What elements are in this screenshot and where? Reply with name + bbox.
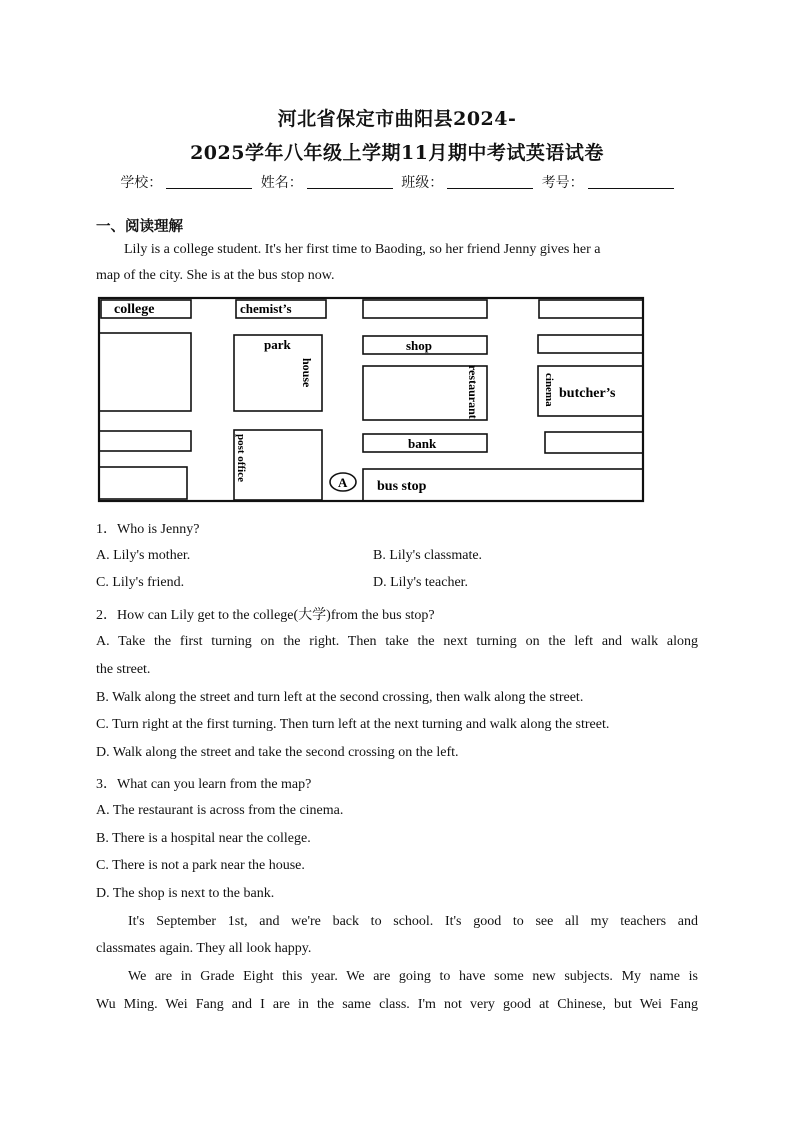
marker-label: A <box>338 475 348 490</box>
q2-option-b[interactable]: B. Walk along the street and turn left at the second crossing, then walk along the street. <box>96 690 584 705</box>
q1-option-b[interactable]: B. Lily's classmate. <box>373 548 483 563</box>
city-map <box>96 295 646 505</box>
chemist-label: chemist’s <box>240 301 292 316</box>
question-2: 2．How can Lily get to the college(大学)from the bus stop? <box>96 608 435 623</box>
exam-number-label: 考号： <box>541 175 584 191</box>
bus-stop-label: bus stop <box>377 479 427 494</box>
passage2-p1-line2: classmates again. They all look happy. <box>96 941 312 956</box>
q3-option-d[interactable]: D. The shop is next to the bank. <box>96 886 275 901</box>
school-label: 学校： <box>120 175 163 191</box>
question-3: 3．What can you learn from the map? <box>96 777 312 792</box>
post-office-label: post office <box>235 434 247 482</box>
shop-label: shop <box>406 338 433 353</box>
exam-title-line2: 2025学年八年级上学期11月期中考试英语试卷 <box>190 142 604 164</box>
exam-number-blank[interactable] <box>588 174 674 189</box>
q2-option-d[interactable]: D. Walk along the street and take the second crossing on the left. <box>96 745 459 760</box>
q3-option-a[interactable]: A. The restaurant is across from the cinema. <box>96 803 344 818</box>
park-label: park <box>264 337 291 352</box>
q2-option-a-cont: the street. <box>96 662 151 677</box>
passage2-p1-line1: It's September 1st, and we're back to school. It's good to see all my teachers and <box>128 914 698 929</box>
exam-title-line1: 河北省保定市曲阳县2024- <box>277 108 517 130</box>
butcher-label: butcher’s <box>559 386 616 401</box>
student-info-row <box>0 172 794 192</box>
q2-option-c[interactable]: C. Turn right at the first turning. Then turn left at the next turning and walk along the street. <box>96 717 610 732</box>
q3-option-c[interactable]: C. There is not a park near the house. <box>96 858 305 873</box>
college-label: college <box>114 302 155 317</box>
house-label: house <box>300 358 314 388</box>
q1-option-d[interactable]: D. Lily's teacher. <box>373 575 469 590</box>
section-title: 一、阅读理解 <box>96 219 183 235</box>
name-label: 姓名： <box>260 175 303 191</box>
question-1: 1．Who is Jenny? <box>96 522 200 537</box>
q3-option-b[interactable]: B. There is a hospital near the college. <box>96 831 311 846</box>
passage2-p2-line1: We are in Grade Eight this year. We are going to have some new subjects. My name is <box>128 969 698 984</box>
passage2-p2-line2: Wu Ming. Wei Fang and I are in the same class. I'm not very good at Chinese, but Wei Fang <box>96 997 698 1012</box>
q1-option-a[interactable]: A. Lily's mother. <box>96 548 191 563</box>
class-label: 班级： <box>401 175 444 191</box>
cinema-label: cinema <box>543 373 555 407</box>
class-blank[interactable] <box>447 174 533 189</box>
name-blank[interactable] <box>307 174 393 189</box>
bank-label: bank <box>408 436 437 451</box>
q2-option-a[interactable]: A. Take the first turning on the right. Then take the next turning on the left and walk along <box>96 634 698 649</box>
school-blank[interactable] <box>166 174 252 189</box>
restaurant-label: restaurant <box>466 365 480 419</box>
q1-option-c[interactable]: C. Lily's friend. <box>96 575 185 590</box>
passage1-line1: Lily is a college student. It's her first time to Baoding, so her friend Jenny gives her a <box>124 242 601 257</box>
passage1-line2: map of the city. She is at the bus stop now. <box>96 268 335 283</box>
